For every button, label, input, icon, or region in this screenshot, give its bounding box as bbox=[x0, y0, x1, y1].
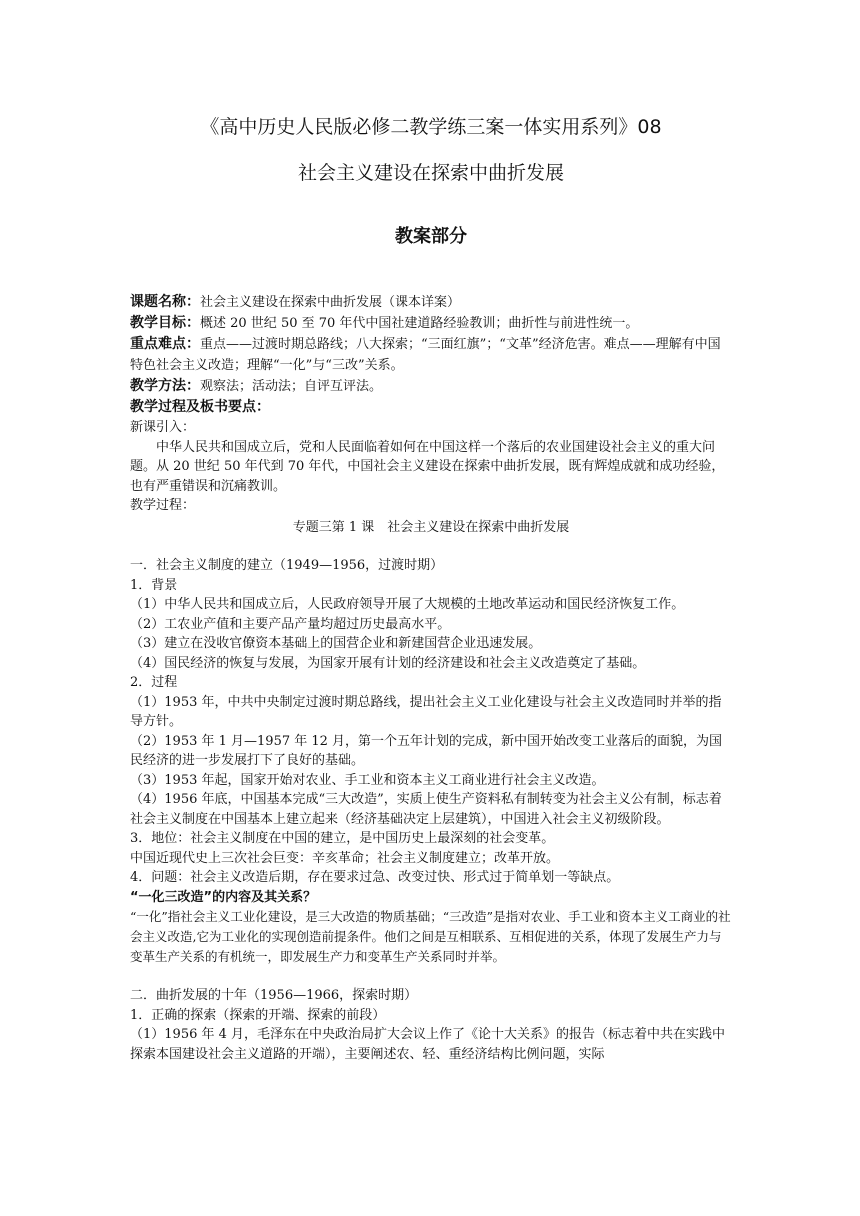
part1-process-item: （3）1953 年起，国家开始对农业、手工业和资本主义工商业进行社会主义改造。 bbox=[130, 772, 605, 788]
part1-background-item: （1）中华人民共和国成立后，人民政府领导开展了大规模的土地改革运动和国民经济恢复工作。 bbox=[130, 597, 685, 612]
part1-heading: 一．社会主义制度的建立（1949—1956，过渡时期） bbox=[130, 558, 444, 573]
meta-key-points-label: 重点难点： bbox=[130, 336, 200, 352]
part1-background-item: （3）建立在没收官僚资本基础上的国营企业和新建国营企业迅速发展。 bbox=[130, 636, 542, 651]
meta-key-points-text: 重点——过渡时期总路线；八大探索；“三面红旗”；“文革”经济危害。难点——理解有中国特色社会主义改造；理解“一化”与“三改”关系。 bbox=[130, 337, 721, 373]
part1-process-item: （2）1953 年 1 月—1957 年 12 月，第一个五年计划的完成，新中国开始改变工业落后的面貌，为国民经济的进一步发展打下了良好的基础。 bbox=[130, 733, 723, 768]
meta-topic-text: 社会主义建设在探索中曲折发展（课本详案） bbox=[200, 295, 461, 310]
meta-methods bbox=[130, 376, 732, 397]
part1-background-item: （2）工农业产值和主要产品产量均超过历史最高水平。 bbox=[130, 616, 451, 632]
meta-methods-text: 观察法；活动法；自评互评法。 bbox=[200, 379, 383, 394]
document-title-line1: 《高中历史人民版必修二教学练三案一体实用系列》08 bbox=[200, 116, 662, 138]
part1-social-changes: 中国近现代史上三次社会巨变：辛亥革命；社会主义制度建立；改革开放。 bbox=[130, 850, 560, 866]
question-answer: “一化”指社会主义工业化建设，是三大改造的物质基础；“三改造”是指对农业、手工业和资本主义工商业的社会主义改造,它为工业化的实现创造前提条件。他们之间是互相联系、互相促进的关系，体现了发展生产力与变革生产关系的有机统一，即发展生产力和变革生产关系同时并举。 bbox=[130, 909, 731, 964]
part1-problem: 4．问题：社会主义改造后期，存在要求过急、改变过快、形式过于简单划一等缺点。 bbox=[130, 870, 620, 885]
meta-topic-label: 课题名称： bbox=[130, 294, 200, 310]
meta-objectives-label: 教学目标： bbox=[130, 315, 200, 331]
meta-process bbox=[130, 397, 732, 418]
section-title: 教案部分 bbox=[395, 226, 467, 247]
question-title: “一化三改造”的内容及其关系？ bbox=[130, 889, 317, 905]
part1-process-item: （4）1956 年底，中国基本完成“三大改造”，实质上使生产资料私有制转变为社会主义公有制，标志着社会主义制度在中国基本上建立起来（经济基础决定上层建筑），中国进入社会主义初级阶段。 bbox=[130, 792, 722, 827]
part2-paragraph: （1）1956 年 4 月，毛泽东在中央政治局扩大会议上作了《论十大关系》的报告（标志着中共在实践中探索本国建设社会主义道路的开端），主要阐述农、轻、重经济结构比例问题，实际 bbox=[130, 1027, 726, 1062]
part1-process-heading: 2．过程 bbox=[130, 675, 178, 690]
part2-heading: 二．曲折发展的十年（1956—1966，探索时期） bbox=[130, 988, 418, 1003]
intro-label: 新课引入： bbox=[130, 420, 196, 435]
intro-text: 中华人民共和国成立后，党和人民面临着如何在中国这样一个落后的农业国建设社会主义的重大问题。从 20 世纪 50 年代到 70 年代，中国社会主义建设在探索中曲折发展，既有辉煌成就和成功经验，也有严重错误和沉痛教训。 bbox=[130, 439, 725, 494]
document-title-line2: 社会主义建设在探索中曲折发展 bbox=[297, 162, 564, 184]
meta-key-points bbox=[130, 334, 732, 376]
meta-topic bbox=[130, 292, 732, 313]
part1-status: 3．地位：社会主义制度在中国的建立，是中国历史上最深刻的社会变革。 bbox=[130, 831, 555, 846]
process-label: 教学过程： bbox=[130, 498, 196, 513]
meta-methods-label: 教学方法： bbox=[130, 378, 200, 394]
meta-objectives-text: 概述 20 世纪 50 至 70 年代中国社建道路经验教训；曲折性与前进性统一。 bbox=[200, 316, 639, 331]
part2-subheading: 1．正确的探索（探索的开端、探索的前段） bbox=[130, 1007, 386, 1023]
part1-process-item: （1）1953 年，中共中央制定过渡时期总路线，提出社会主义工业化建设与社会主义改造同时并举的指导方针。 bbox=[130, 694, 722, 729]
document-content bbox=[130, 112, 732, 1064]
part1-background-item: （4）国民经济的恢复与发展，为国家开展有计划的经济建设和社会主义改造奠定了基础。 bbox=[130, 655, 646, 671]
meta-process-label: 教学过程及板书要点： bbox=[130, 399, 270, 415]
part1-background-heading: 1．背景 bbox=[130, 577, 178, 593]
lesson-title: 专题三第 1 课 社会主义建设在探索中曲折发展 bbox=[292, 519, 570, 535]
meta-objectives bbox=[130, 313, 732, 334]
